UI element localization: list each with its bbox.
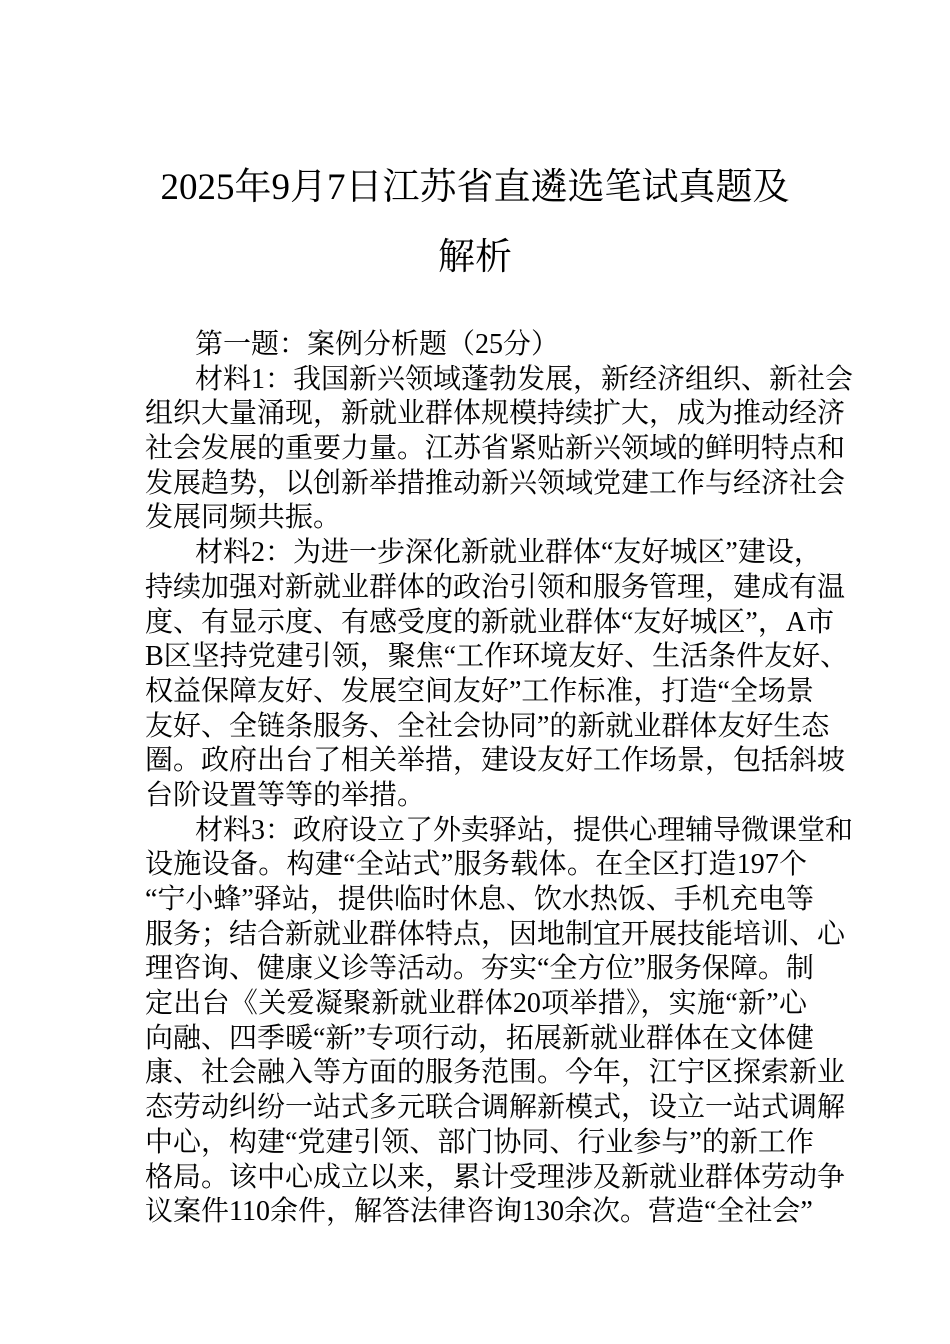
text-line: 度、有显示度、有感受度的新就业群体“友好城区”，A市 xyxy=(145,606,835,638)
text-line: 设施设备。构建“全站式”服务载体。在全区打造197个 xyxy=(145,849,807,881)
text-line: 向融、四季暖“新”专项行动，拓展新就业群体在文体健 xyxy=(145,1022,814,1054)
text-line: 材料1：我国新兴领域蓬勃发展，新经济组织、新社会 xyxy=(195,363,854,395)
text-line: 服务；结合新就业群体特点，因地制宜开展技能培训、心 xyxy=(145,918,846,950)
text-line: 理咨询、健康义诊等活动。夯实“全方位”服务保障。制 xyxy=(145,953,814,985)
document-title-line-2: 解析 xyxy=(438,237,512,278)
document-body xyxy=(145,328,854,1230)
text-line: 权益保障友好、发展空间友好”工作标准，打造“全场景 xyxy=(145,675,814,707)
text-line: “宁小蜂”驿站，提供临时休息、饮水热饭、手机充电等 xyxy=(145,884,814,915)
text-line: 台阶设置等等的举措。 xyxy=(145,779,426,811)
text-line: 发展趋势，以创新举措推动新兴领域党建工作与经济社会 xyxy=(145,467,846,499)
text-line: 康、社会融入等方面的服务范围。今年，江宁区探索新业 xyxy=(145,1057,846,1089)
text-line: 定出台《关爱凝聚新就业群体20项举措》，实施“新”心 xyxy=(145,988,807,1020)
text-line: 中心，构建“党建引领、部门协同、行业参与”的新工作 xyxy=(145,1126,814,1158)
text-line: B区坚持党建引领，聚焦“工作环境友好、生活条件友好、 xyxy=(145,641,849,673)
text-line: 材料3：政府设立了外卖驿站，提供心理辅导微课堂和 xyxy=(195,814,854,846)
document-title-line-1: 2025年9月7日江苏省直遴选笔试真题及 xyxy=(160,167,790,208)
text-line: 第一题：案例分析题（25分） xyxy=(195,329,560,360)
text-line: 材料2：为进一步深化新就业群体“友好城区”建设， xyxy=(195,537,822,569)
text-line: 发展同频共振。 xyxy=(145,502,342,534)
text-line: 态劳动纠纷一站式多元联合调解新模式，设立一站式调解 xyxy=(145,1092,846,1124)
text-line: 格局。该中心成立以来，累计受理涉及新就业群体劳动争 xyxy=(145,1161,846,1193)
text-line: 组织大量涌现，新就业群体规模持续扩大，成为推动经济 xyxy=(145,398,846,430)
text-line: 圈。政府出台了相关举措，建设友好工作场景，包括斜坡 xyxy=(145,745,846,777)
text-line: 议案件110余件，解答法律咨询130余次。营造“全社会” xyxy=(145,1196,813,1228)
text-line: 友好、全链条服务、全社会协同”的新就业群体友好生态 xyxy=(145,710,830,742)
text-line: 社会发展的重要力量。江苏省紧贴新兴领域的鲜明特点和 xyxy=(145,433,846,465)
text-line: 持续加强对新就业群体的政治引领和服务管理，建成有温 xyxy=(145,571,846,603)
